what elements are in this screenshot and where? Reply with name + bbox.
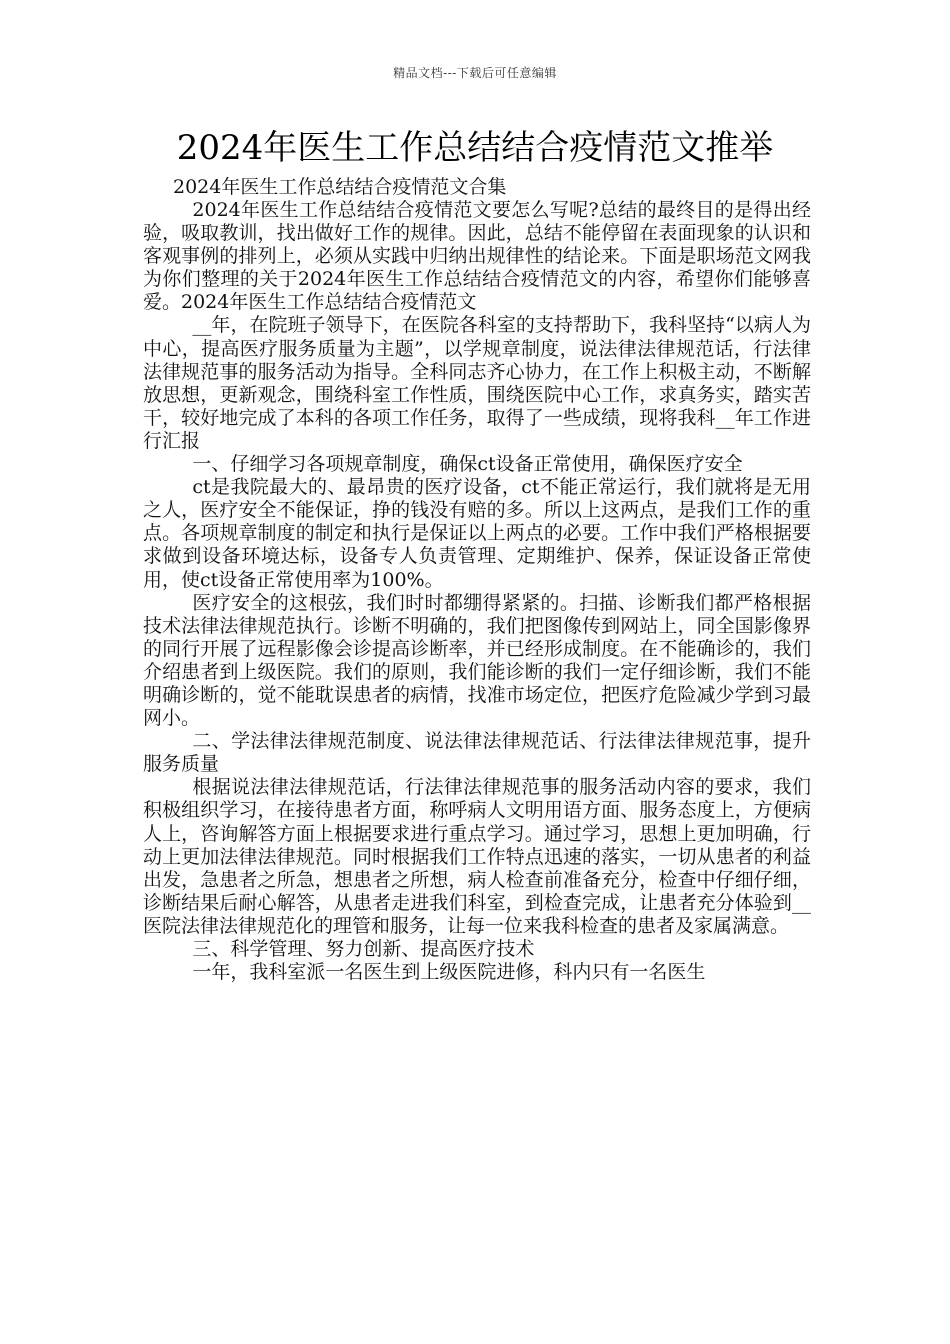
- paragraph-ct-equipment: ct是我院最大的、最昂贵的医疗设备，ct不能正常运行，我们就将是无用之人，医疗安全不能保证，挣的钱没有赔的多。所以上这两点，是我们工作的重点。各项规章制度的制定和执行是保证以上两点的必要。工作中我们严格根据要求做到设备环境达标，设备专人负责管理、定期维护、保养，保证设备正常使用，使ct设备正常使用率为100%。: [143, 476, 811, 591]
- paragraph-medical-safety: 医疗安全的这根弦，我们时时都绷得紧紧的。扫描、诊断我们都严格根据技术法律法律规范执行。诊断不明确的，我们把图像传到网站上，同全国影像界的同行开展了远程影像会诊提高诊断率，并已经形成制度。在不能确诊的，我们介绍患者到上级医院。我们的原则，我们能诊断的我们一定仔细诊断，我们不能明确诊断的，觉不能耽误患者的病情，找准市场定位，把医疗危险减少学到习最网小。: [143, 591, 811, 730]
- paragraph-service-quality: 根据说法律法律规范话，行法律法律规范事的服务活动内容的要求，我们积极组织学习，在接待患者方面，称呼病人文明用语方面、服务态度上，方便病人上，咨询解答方面上根据要求进行重点学习。通过学习，思想上更加明确，行动上更加法律法律规范。同时根据我们工作特点迅速的落实，一切从患者的利益出发，急患者之所急，想患者之所想，病人检查前准备充分，检查中仔细仔细，诊断结果后耐心解答，从患者走进我们科室，到检查完成，让患者充分体验到__医院法律法律规范化的理管和服务，让每一位来我科检查的患者及家属满意。: [143, 776, 811, 937]
- section-heading-3: 三、科学管理、努力创新、提高医疗技术: [192, 938, 535, 960]
- header-note: 精品文档---下载后可任意编辑: [393, 66, 557, 80]
- document-body: [143, 199, 811, 984]
- section-heading-2: 二、学法律法律规范制度、说法律法律规范话、行法律法律规范事，提升服务质量: [143, 730, 811, 776]
- section-heading-1: 一、仔细学习各项规章制度，确保ct设备正常使用，确保医疗安全: [192, 453, 743, 476]
- paragraph-intro: 2024年医生工作总结结合疫情范文要怎么写呢?总结的最终目的是得出经验，吸取教训，找出做好工作的规律。因此，总结不能停留在表面现象的认识和客观事例的排列上，必须从实践中归纳出规律性的结论来。下面是职场范文网我为你们整理的关于2024年医生工作总结结合疫情范文的内容，希望你们能够喜爱。2024年医生工作总结结合疫情范文: [143, 199, 811, 314]
- paragraph-overview: __年，在院班子领导下，在医院各科室的支持帮助下，我科坚持“以病人为中心，提高医疗服务质量为主题”，以学规章制度，说法律法律规范话，行法律法律规范事的服务活动为指导。全科同志齐心协力，在工作上积极主动，不断解放思想，更新观念，围绕科室工作性质，围绕医院中心工作，求真务实，踏实苦干，较好地完成了本科的各项工作任务，取得了一些成绩，现将我科__年工作进行汇报: [143, 314, 811, 452]
- document-title: 2024年医生工作总结结合疫情范文推举: [176, 128, 774, 168]
- paragraph-training: 一年，我科室派一名医生到上级医院进修，科内只有一名医生: [192, 961, 706, 984]
- document-subtitle: 2024年医生工作总结结合疫情范文合集: [173, 176, 507, 198]
